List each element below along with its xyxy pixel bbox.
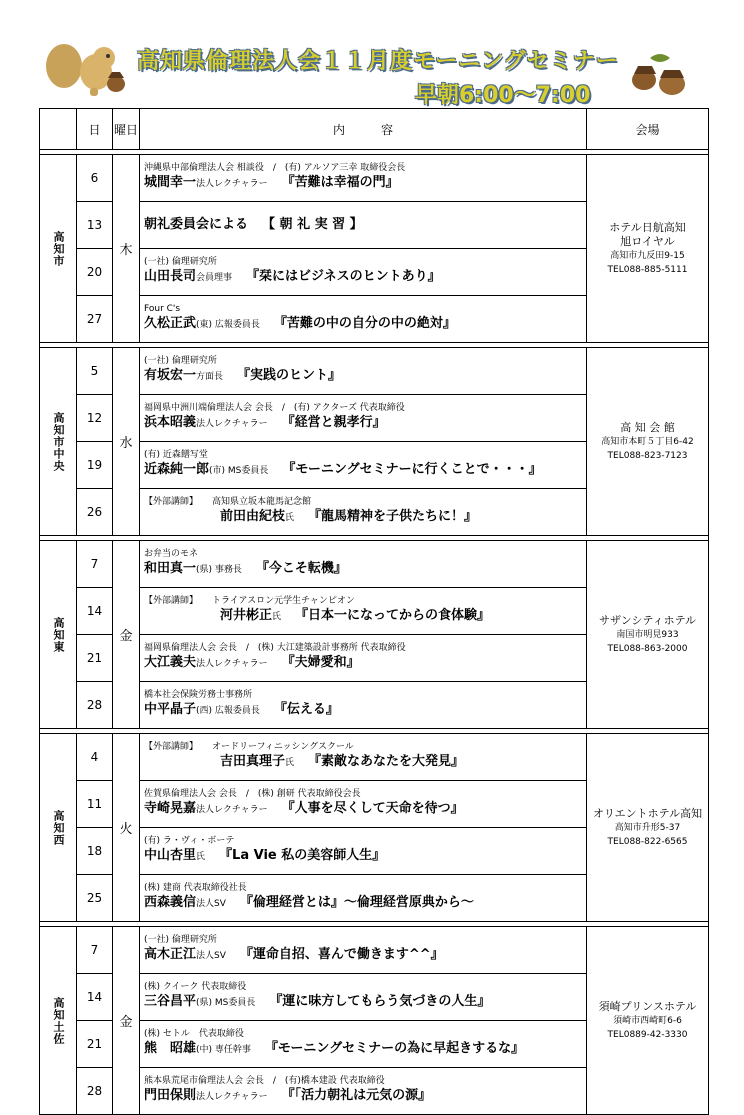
- weekday-cell: 火: [113, 734, 140, 922]
- speaker-affiliation: [144, 883, 582, 894]
- speaker-line: [144, 216, 582, 235]
- speaker-affiliation-text: (株) セトル 代表取締役: [144, 1029, 244, 1039]
- speaker-role: 法人レクチャラー: [196, 179, 268, 189]
- seminar-theme: 『La Vie 私の美容師人生』: [219, 848, 386, 863]
- seminar-theme: 『素敵なあなたを大発見』: [308, 754, 465, 769]
- weekday-cell: 水: [113, 348, 140, 536]
- speaker-affiliation-text: (一社) 倫理研究所: [144, 935, 217, 945]
- speaker-name: 近森純一郎: [144, 462, 210, 477]
- squirrel-icon: [44, 38, 130, 100]
- weekday-cell: 金: [113, 927, 140, 1115]
- seminar-theme: 『運に味方してもらう気づきの人生』: [269, 994, 491, 1009]
- speaker-name: 和田真一: [144, 561, 197, 576]
- content-cell: [140, 395, 587, 442]
- day-cell: 12: [77, 395, 113, 442]
- content-cell: [140, 155, 587, 202]
- seminar-theme: 『実践のヒント』: [237, 368, 342, 383]
- venue-address: 高知市升形5-37: [614, 822, 681, 833]
- speaker-line: [144, 753, 582, 772]
- speaker-affiliation: [144, 403, 582, 414]
- speaker-name: 熊 昭雄: [144, 1041, 197, 1056]
- day-cell: 14: [77, 974, 113, 1021]
- venue-name: ホテル日航高知 旭ロイヤル: [609, 220, 686, 248]
- speaker-affiliation: [144, 836, 582, 847]
- content-cell: [140, 202, 587, 249]
- seminar-theme: 『モーニングセミナーの為に早起きするな』: [264, 1041, 525, 1056]
- venue-name: オリエントホテル高知: [592, 806, 703, 820]
- table-row: [40, 927, 709, 974]
- venue-address: 高知市本町５丁目6-42: [601, 436, 694, 447]
- speaker-role: (県) MS委員長: [196, 998, 256, 1008]
- seminar-theme: 【 朝 礼 実 習 】: [262, 216, 363, 232]
- venue-address: 高知市九反田9-15: [610, 250, 685, 261]
- header-content: 内 容: [140, 109, 587, 150]
- content-cell: [140, 635, 587, 682]
- speaker-line: [144, 946, 582, 965]
- speaker-affiliation: [144, 1076, 582, 1087]
- speaker-affiliation: [144, 982, 582, 993]
- content-cell: [140, 442, 587, 489]
- speaker-affiliation-text: お弁当のモネ: [144, 549, 199, 559]
- speaker-name: 吉田真理子: [220, 754, 286, 769]
- day-cell: 21: [77, 1021, 113, 1068]
- content-cell: [140, 541, 587, 588]
- content-cell: [140, 296, 587, 343]
- speaker-line: [144, 1087, 582, 1106]
- seminar-theme: 『苦難は幸福の門』: [281, 175, 399, 190]
- venue-tel: TEL088-823-7123: [607, 450, 688, 461]
- speaker-name: 門田保則: [144, 1088, 197, 1103]
- day-cell: 25: [77, 875, 113, 922]
- speaker-line: [144, 800, 582, 819]
- speaker-line: [144, 174, 582, 193]
- content-cell: [140, 588, 587, 635]
- content-cell: [140, 875, 587, 922]
- speaker-line: [144, 414, 582, 433]
- speaker-line: [144, 607, 582, 626]
- venue-tel: TEL088-885-5111: [607, 264, 688, 275]
- day-cell: 20: [77, 249, 113, 296]
- area-label: 高知市: [52, 230, 65, 267]
- venue-name: 須崎プリンスホテル: [598, 999, 697, 1013]
- content-cell: [140, 1068, 587, 1115]
- day-cell: 13: [77, 202, 113, 249]
- speaker-line: [144, 1040, 582, 1059]
- day-cell: 28: [77, 1068, 113, 1115]
- page-header: [0, 0, 744, 108]
- speaker-affiliation: [144, 304, 582, 315]
- speaker-affiliation-text: トライアスロン元学生チャンピオン: [212, 596, 355, 606]
- table-header-row: [40, 109, 709, 150]
- speaker-line: [144, 701, 582, 720]
- speaker-line: [144, 654, 582, 673]
- speaker-name: 河井彬正: [220, 608, 273, 623]
- speaker-name: 山田長司: [144, 269, 197, 284]
- header-venue: 会場: [587, 109, 709, 150]
- day-cell: 26: [77, 489, 113, 536]
- speaker-role: 法人SV: [196, 899, 226, 909]
- day-cell: 14: [77, 588, 113, 635]
- speaker-affiliation-text: 福岡県倫理法人会 会長 / (株) 大江建築設計事務所 代表取締役: [144, 643, 406, 653]
- header-day: 日: [77, 109, 113, 150]
- content-cell: [140, 781, 587, 828]
- speaker-role: 法人レクチャラー: [196, 419, 268, 429]
- speaker-name: 中平晶子: [144, 702, 197, 717]
- content-cell: [140, 489, 587, 536]
- day-cell: 28: [77, 682, 113, 729]
- speaker-name: 高木正江: [144, 947, 197, 962]
- area-cell: [40, 155, 77, 343]
- area-label: 高知東: [52, 616, 65, 653]
- speaker-role: (東) 広報委員長: [196, 320, 260, 330]
- content-cell: [140, 1021, 587, 1068]
- table-row: [40, 155, 709, 202]
- day-cell: 5: [77, 348, 113, 395]
- day-cell: 11: [77, 781, 113, 828]
- speaker-line: [144, 560, 582, 579]
- speaker-affiliation: [144, 935, 582, 946]
- day-cell: 7: [77, 541, 113, 588]
- weekday-cell: 木: [113, 155, 140, 343]
- venue-tel: TEL088-863-2000: [607, 643, 688, 654]
- speaker-affiliation-text: (株) 建商 代表取締役社長: [144, 883, 247, 893]
- venue-address: 南国市明見933: [616, 629, 679, 640]
- venue-cell: [587, 541, 709, 729]
- speaker-name: 三谷昌平: [144, 994, 197, 1009]
- speaker-role: (西) 広報委員長: [196, 706, 260, 716]
- speaker-affiliation-text: 沖縄県中部倫理法人会 相談役 / (有) アルソア三幸 取締役会長: [144, 163, 406, 173]
- seminar-theme: 『栞にはビジネスのヒントあり』: [246, 269, 441, 284]
- venue-name: 高 知 会 館: [620, 420, 675, 434]
- speaker-role: 法人レクチャラー: [196, 659, 268, 669]
- speaker-affiliation: [144, 163, 582, 174]
- speaker-role: 氏: [285, 758, 295, 768]
- speaker-name: 朝礼委員会による: [144, 216, 249, 232]
- speaker-affiliation-text: オードリーフィニッシングスクール: [212, 742, 354, 752]
- external-speaker-tag: 【外部講師】: [144, 596, 199, 606]
- speaker-line: [144, 847, 582, 866]
- area-label: 高知土佐: [52, 996, 65, 1045]
- area-cell: [40, 734, 77, 922]
- external-speaker-tag: 【外部講師】: [144, 497, 199, 507]
- speaker-affiliation: [144, 356, 582, 367]
- area-label: 高知西: [52, 809, 65, 846]
- speaker-name: 大江義夫: [144, 655, 197, 670]
- speaker-name: 寺崎晃嘉: [144, 801, 197, 816]
- speaker-role: 法人レクチャラー: [196, 805, 268, 815]
- seminar-theme: 『龍馬精神を子供たちに！』: [308, 509, 478, 524]
- day-cell: 27: [77, 296, 113, 343]
- area-cell: [40, 348, 77, 536]
- speaker-line: [144, 508, 582, 527]
- speaker-role: 氏: [285, 513, 295, 523]
- speaker-affiliation-text: 熊本県荒尾市倫理法人会 会長 / (有)橋本建設 代表取締役: [144, 1076, 385, 1086]
- content-cell: [140, 927, 587, 974]
- content-cell: [140, 974, 587, 1021]
- day-cell: 21: [77, 635, 113, 682]
- content-cell: [140, 828, 587, 875]
- speaker-name: 前田由紀枝: [220, 509, 286, 524]
- speaker-affiliation-text: (一社) 倫理研究所: [144, 257, 217, 267]
- speaker-affiliation-text: 佐賀県倫理法人会 会長 / (株) 創研 代表取締役会長: [144, 789, 361, 799]
- speaker-role: 氏: [272, 612, 282, 622]
- speaker-affiliation-text: 福岡県中洲川端倫理法人会 会長 / (有) アクターズ 代表取締役: [144, 403, 405, 413]
- speaker-affiliation-text: 橋本社会保険労務士事務所: [144, 690, 253, 700]
- speaker-affiliation: [144, 690, 582, 701]
- table-row: [40, 734, 709, 781]
- speaker-line: [144, 367, 582, 386]
- header-area: [40, 109, 77, 150]
- speaker-affiliation: [144, 257, 582, 268]
- weekday-cell: 金: [113, 541, 140, 729]
- page-title: 高知県倫理法人会１１月度モーニングセミナー: [137, 49, 619, 74]
- speaker-affiliation-text: (株) クイーク 代表取締役: [144, 982, 247, 992]
- speaker-name: 城間幸一: [144, 175, 197, 190]
- speaker-name: 中山杏里: [144, 848, 197, 863]
- speaker-line: [144, 894, 582, 913]
- day-cell: 4: [77, 734, 113, 781]
- speaker-affiliation-text: Four C's: [144, 304, 181, 314]
- table-row: [40, 541, 709, 588]
- content-cell: [140, 348, 587, 395]
- venue-tel: TEL0889-42-3330: [607, 1029, 688, 1040]
- content-cell: [140, 682, 587, 729]
- speaker-name: 西森義信: [144, 895, 197, 910]
- seminar-theme: 『日本一になってからの食体験』: [295, 608, 491, 623]
- speaker-line: [144, 268, 582, 287]
- speaker-name: 久松正武: [144, 316, 197, 331]
- speaker-affiliation-text: (有) ラ・ヴィ・ボーテ: [144, 836, 235, 846]
- seminar-theme: 『運命自招、喜んで働きます^^』: [239, 947, 444, 962]
- table-row: [40, 348, 709, 395]
- speaker-line: [144, 993, 582, 1012]
- seminar-theme: 『「活力朝礼は元気の源』: [281, 1088, 432, 1103]
- speaker-affiliation: [144, 450, 582, 461]
- area-label: 高知市中央: [52, 411, 65, 472]
- speaker-affiliation: [144, 1029, 582, 1040]
- header-weekday: 曜日: [113, 109, 140, 150]
- nuts-icon: [630, 52, 690, 100]
- speaker-affiliation-text: (一社) 倫理研究所: [144, 356, 217, 366]
- speaker-affiliation-text: (有) 近森饍写堂: [144, 450, 208, 460]
- speaker-affiliation: [144, 742, 582, 753]
- speaker-role: 法人SV: [196, 951, 226, 961]
- venue-address: 須崎市西崎町6-6: [613, 1015, 682, 1026]
- speaker-role: (市) MS委員長: [209, 466, 269, 476]
- day-cell: 6: [77, 155, 113, 202]
- day-cell: 7: [77, 927, 113, 974]
- venue-tel: TEL088-822-6565: [607, 836, 688, 847]
- seminar-theme: 『倫理経営とは』～倫理経営原典から～: [239, 895, 474, 910]
- speaker-role: 方面長: [196, 372, 224, 382]
- seminar-theme: 『モーニングセミナーに行くことで・・・』: [282, 462, 542, 477]
- venue-cell: [587, 734, 709, 922]
- seminar-theme: 『伝える』: [273, 702, 339, 717]
- area-cell: [40, 541, 77, 729]
- speaker-affiliation-text: 高知県立坂本龍馬記念館: [212, 497, 312, 507]
- speaker-affiliation: [144, 497, 582, 508]
- venue-cell: [587, 927, 709, 1115]
- speaker-name: 浜本昭義: [144, 415, 197, 430]
- seminar-theme: 『夫婦愛和』: [281, 655, 360, 670]
- speaker-line: [144, 315, 582, 334]
- venue-name: サザンシティホテル: [598, 613, 697, 627]
- speaker-role: (中) 専任幹事: [196, 1045, 251, 1055]
- speaker-affiliation: [144, 643, 582, 654]
- schedule-table: [39, 108, 709, 1115]
- speaker-role: 会員理事: [196, 273, 233, 283]
- day-cell: 18: [77, 828, 113, 875]
- speaker-line: [144, 461, 582, 480]
- seminar-theme: 『今こそ転機』: [255, 561, 347, 576]
- seminar-theme: 『経営と親孝行』: [281, 415, 386, 430]
- day-cell: 19: [77, 442, 113, 489]
- speaker-affiliation: [144, 549, 582, 560]
- speaker-affiliation: [144, 789, 582, 800]
- speaker-affiliation: [144, 596, 582, 607]
- seminar-theme: 『苦難の中の自分の中の絶対』: [273, 316, 456, 331]
- speaker-role: (県) 事務長: [196, 565, 242, 575]
- venue-cell: [587, 155, 709, 343]
- content-cell: [140, 734, 587, 781]
- venue-cell: [587, 348, 709, 536]
- speaker-name: 有坂宏一: [144, 368, 197, 383]
- area-cell: [40, 927, 77, 1115]
- seminar-theme: 『人事を尽くして天命を待つ』: [281, 801, 464, 816]
- content-cell: [140, 249, 587, 296]
- page-subtitle: 早朝6:00～7:00: [415, 83, 591, 108]
- speaker-role: 法人レクチャラー: [196, 1092, 268, 1102]
- speaker-role: 氏: [196, 852, 206, 862]
- external-speaker-tag: 【外部講師】: [144, 742, 199, 752]
